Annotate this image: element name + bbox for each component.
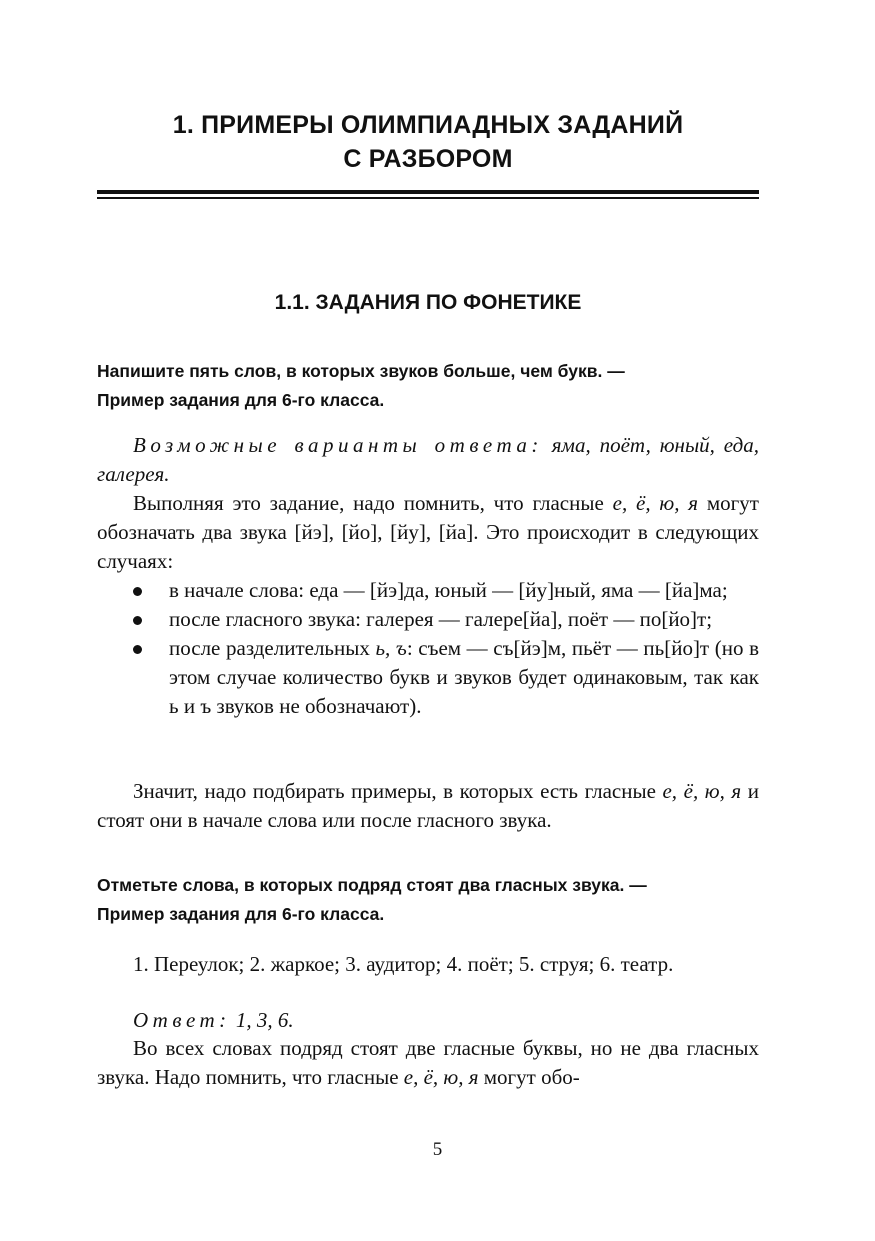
- page-number: 5: [432, 1139, 443, 1160]
- bullet-icon: [133, 645, 142, 654]
- list-item: [97, 634, 759, 721]
- answer-label: Ответ:: [133, 1008, 231, 1032]
- task2-explanation-letters: е, ё, ю, я: [403, 1065, 479, 1089]
- list-item: [97, 576, 759, 605]
- cases-list: [97, 576, 759, 721]
- list-item-signs: ь, ъ: [375, 636, 407, 660]
- list-item-text: после гласного звука: галерея — галере[йа], поёт — по[йо]т;: [169, 607, 713, 631]
- task-heading-2-line2: Пример задания для 6-го класса.: [97, 904, 385, 924]
- conclusion-letters: е, ё, ю, я: [662, 779, 742, 803]
- section-title: 1.1. ЗАДАНИЯ ПО ФОНЕТИКЕ: [274, 291, 582, 314]
- answer-paragraph: [97, 1006, 759, 1035]
- chapter-title-line1: 1. ПРИМЕРЫ ОЛИМПИАДНЫХ ЗАДАНИЙ: [172, 111, 684, 139]
- conclusion-paragraph: [97, 777, 759, 835]
- title-rule-thin: [97, 197, 759, 199]
- explanation-text-2: могут обозначать два звука [йэ], [йо], [йу], [йа]. Это происходит в следующих случаях:: [97, 491, 759, 573]
- list-item-text-2: : съем — съ[йэ]м, пьёт — пь[йо]т (но в этом случае количество букв и звуков будет одинаковым, так как ь и ъ звуков не обозначают).: [169, 636, 759, 718]
- list-item-text: в начале слова: еда — [йэ]да, юный — [йу]ный, яма — [йа]ма;: [169, 578, 728, 602]
- chapter-title-line2: С РАЗБОРОМ: [343, 145, 513, 173]
- task-heading-1-line2: Пример задания для 6-го класса.: [97, 390, 385, 410]
- task-heading-1-line1: Напишите пять слов, в которых звуков больше, чем букв. —: [97, 361, 625, 381]
- chapter-title: [97, 108, 759, 176]
- explanation-letters: е, ё, ю, я: [612, 491, 699, 515]
- conclusion-text-1: Значит, надо подбирать примеры, в которых есть гласные: [133, 779, 663, 803]
- title-rule-thick: [97, 190, 759, 194]
- task-heading-2: [97, 871, 762, 929]
- answer-variants-label: Возможные варианты ответа:: [133, 433, 543, 457]
- list-item-text-1: после разделительных: [169, 636, 376, 660]
- answer-variants-paragraph: [97, 431, 759, 489]
- task2-explanation-paragraph: [97, 1034, 759, 1092]
- answer-value: 1, 3, 6.: [230, 1008, 294, 1032]
- word-list: 1. Переулок; 2. жаркое; 3. аудитор; 4. поёт; 5. струя; 6. театр.: [133, 952, 674, 976]
- list-item: [97, 605, 759, 634]
- explanation-text-1: Выполняя это задание, надо помнить, что гласные: [133, 491, 613, 515]
- task2-explanation-text-2: могут обо-: [478, 1065, 580, 1089]
- task-heading-1: [97, 357, 762, 415]
- bullet-icon: [133, 587, 142, 596]
- explanation-paragraph: [97, 489, 759, 576]
- conclusion-text-2: и стоят они в начале слова или после гласного звука.: [97, 779, 759, 832]
- task-heading-2-line1: Отметьте слова, в которых подряд стоят два гласных звука. —: [97, 875, 647, 895]
- task2-explanation-text-1: Во всех словах подряд стоят две гласные буквы, но не два гласных звука. Надо помнить, что гласные: [97, 1036, 759, 1089]
- answer-variants-text: яма, поёт, юный, еда, галерея.: [97, 433, 759, 486]
- bullet-icon: [133, 616, 142, 625]
